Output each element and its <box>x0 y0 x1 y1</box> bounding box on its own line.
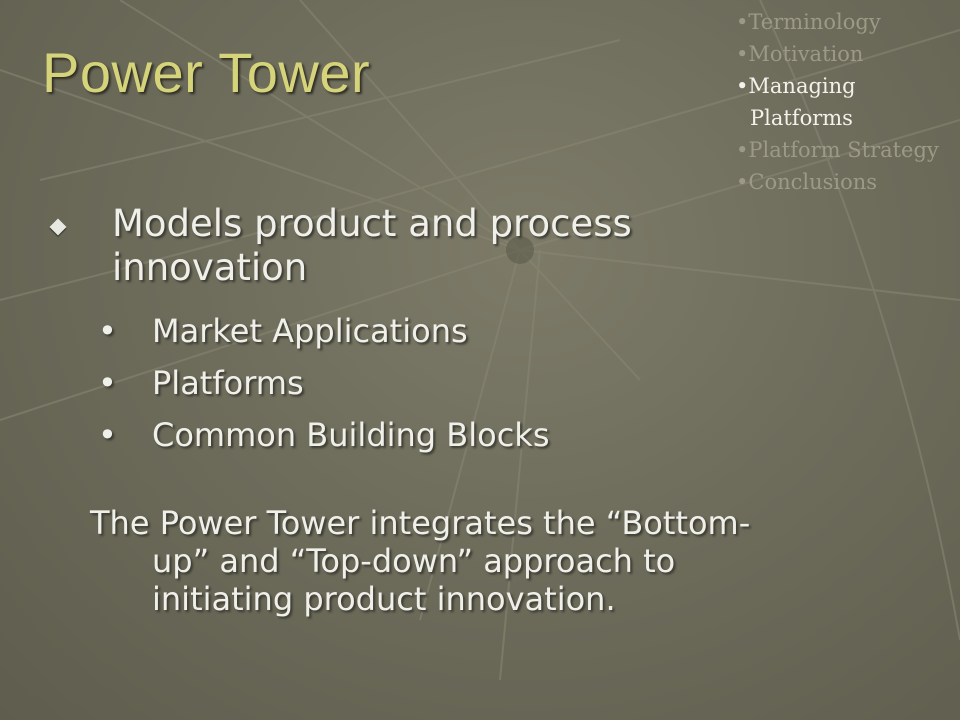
nav-item-terminology[interactable]: •Terminology <box>736 10 881 34</box>
paragraph-line-3: initiating product innovation. <box>152 580 616 618</box>
nav-item-managing-platforms[interactable]: •Managing <box>736 74 856 98</box>
slide-title: Power Tower <box>42 41 371 104</box>
list-item: • Common Building Blocks <box>98 416 550 454</box>
nav-item-motivation[interactable]: •Motivation <box>736 42 864 66</box>
nav-item-conclusions[interactable]: •Conclusions <box>736 170 878 194</box>
main-bullet-text: Models product and process innovation <box>112 202 632 289</box>
paragraph-line-1: The Power Tower integrates the “Bottom- <box>90 504 751 542</box>
diamond-bullet-icon <box>48 203 74 243</box>
nav-item-platform-strategy[interactable]: •Platform Strategy <box>736 138 939 162</box>
list-item: • Market Applications <box>98 312 468 350</box>
summary-paragraph <box>90 504 890 618</box>
paragraph-line-2: up” and “Top-down” approach to <box>152 542 676 580</box>
sub-bullet-list <box>92 305 550 461</box>
nav-item-managing-platforms-line2[interactable]: Platforms <box>750 106 853 130</box>
list-item: • Platforms <box>98 364 304 402</box>
section-nav <box>736 6 939 198</box>
